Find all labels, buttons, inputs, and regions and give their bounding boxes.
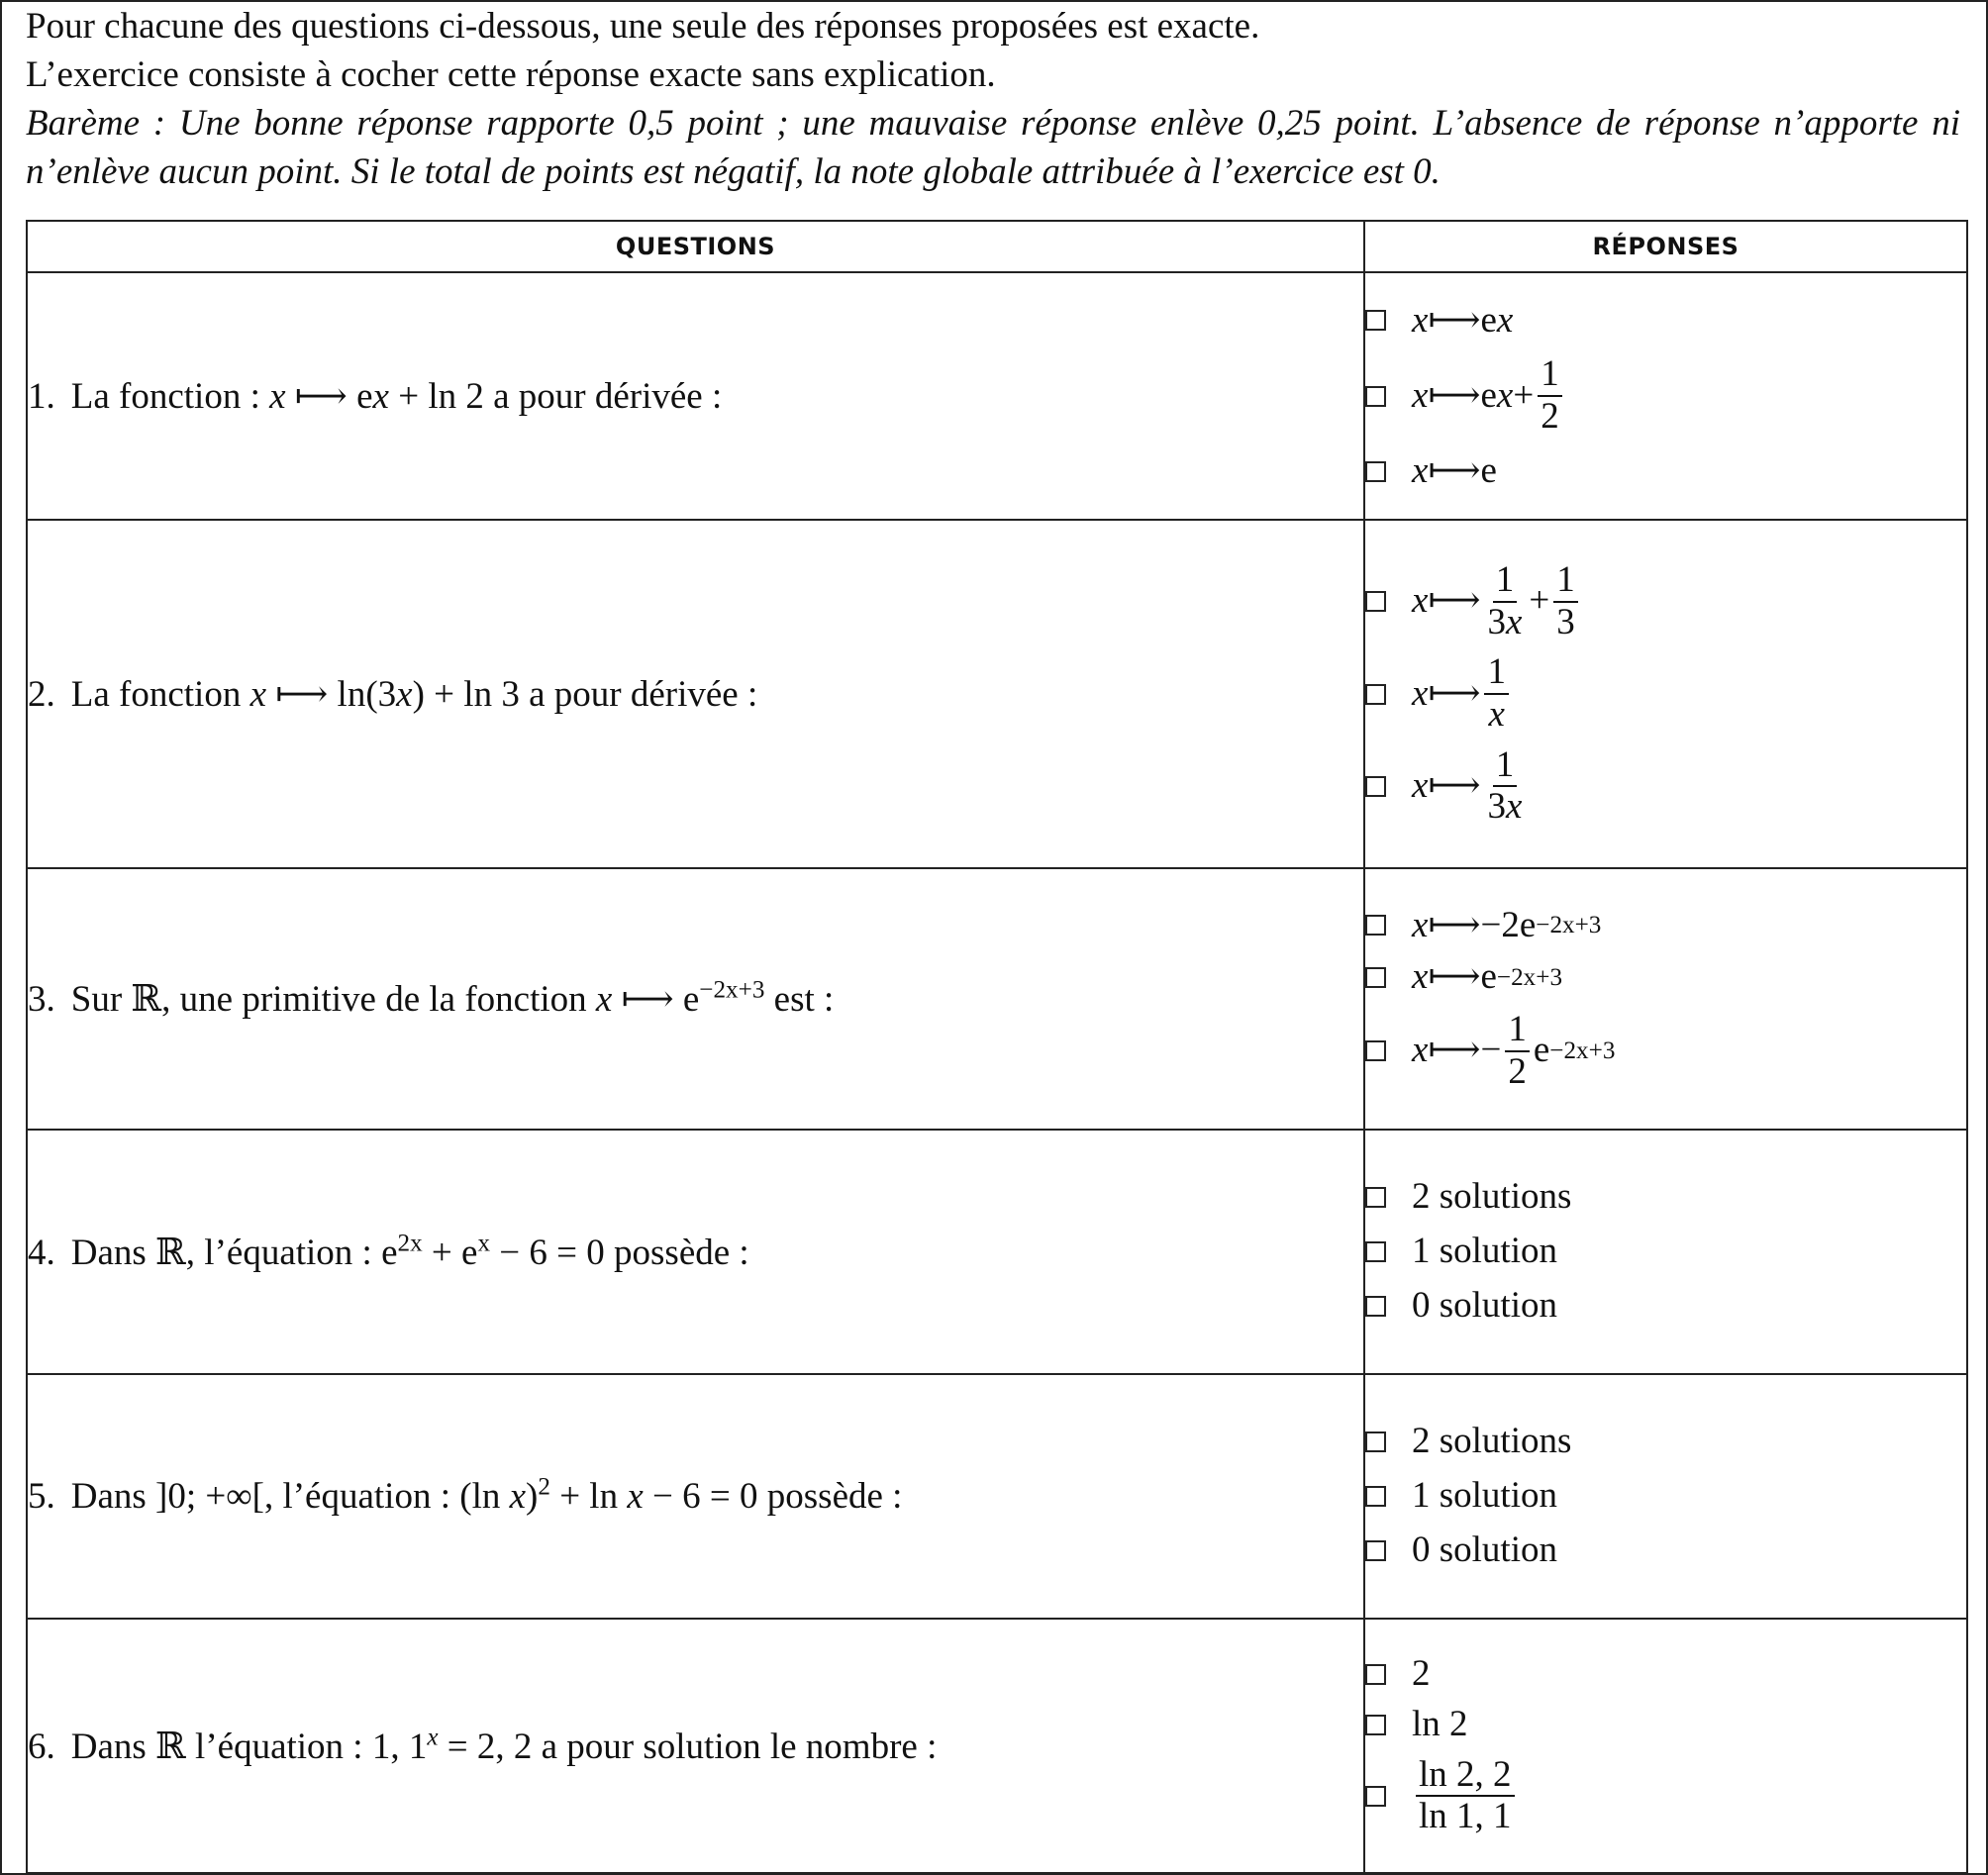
question-row-5 — [27, 1374, 1967, 1619]
question-6 — [27, 1619, 1364, 1873]
fraction: $\frac{1}{3x}$ — [1487, 743, 1523, 828]
question-1 — [27, 272, 1364, 520]
checkbox[interactable] — [1365, 1241, 1386, 1262]
answers-6 — [1364, 1619, 1967, 1873]
question-text: Dans ℝ, l’équation : $e^{2x} + e^x - 6 = 0$ possède : — [70, 1230, 749, 1273]
instruction-line-2: L’exercice consiste à cocher cette réponse exacte sans explication. — [26, 54, 996, 95]
question-number: 2. — [28, 674, 55, 715]
answer-option[interactable]: 0 solution — [1365, 1286, 1966, 1327]
answer-option[interactable]: x ⟼ e −2x+3 — [1365, 957, 1966, 998]
answers-2 — [1364, 520, 1967, 868]
question-text: La fonction x ⟼ ln(3x) + ln 3 a pour dérivée : — [70, 674, 758, 715]
checkbox[interactable] — [1365, 310, 1386, 331]
answer-option[interactable]: 1 solution — [1365, 1476, 1966, 1517]
checkbox[interactable] — [1365, 386, 1386, 407]
checkbox[interactable] — [1365, 1786, 1386, 1807]
answers-4 — [1364, 1130, 1967, 1374]
scoring-rules: Barème : Une bonne réponse rapporte 0,5 point ; une mauvaise réponse enlève 0,25 point. L’absence de réponse n’apporte ni n’enlève aucun point. Si le total de points est négatif, la note globale attribuée à l’exercice est 0. — [26, 103, 1960, 192]
question-number: 4. — [28, 1232, 55, 1273]
answer-option[interactable]: x ⟼ $\frac{1}{x}$ — [1365, 652, 1966, 735]
question-5 — [27, 1374, 1364, 1619]
checkbox[interactable] — [1365, 1040, 1386, 1061]
checkbox[interactable] — [1365, 967, 1386, 988]
answer-option[interactable]: x ⟼ − $\frac{1}{2}$ e −2x+3 — [1365, 1010, 1966, 1092]
instructions — [26, 2, 1960, 196]
checkbox[interactable] — [1365, 1296, 1386, 1317]
fraction: $\frac{1}{2}$ — [1505, 1010, 1530, 1092]
checkbox[interactable] — [1365, 461, 1386, 482]
question-number: 5. — [28, 1476, 55, 1517]
question-row-2 — [27, 520, 1967, 868]
answer-option[interactable]: x ⟼ −2e −2x+3 — [1365, 906, 1966, 946]
checkbox[interactable] — [1365, 1664, 1386, 1685]
checkbox[interactable] — [1365, 684, 1386, 705]
qcm-table — [26, 220, 1968, 1874]
checkbox[interactable] — [1365, 915, 1386, 936]
checkbox[interactable] — [1365, 1431, 1386, 1452]
question-number: 1. — [28, 376, 55, 417]
answer-option[interactable]: 1 solution — [1365, 1232, 1966, 1272]
question-number: 6. — [28, 1726, 55, 1767]
checkbox[interactable] — [1365, 776, 1386, 797]
answer-option[interactable]: x ⟼ $\frac{1}{3x}$ — [1365, 745, 1966, 828]
question-text: Dans ℝ l’équation : 1, $1^x = 2$, 2 a pour solution le nombre : — [70, 1724, 938, 1767]
answers-1 — [1364, 272, 1967, 520]
answer-option[interactable]: x ⟼ e — [1365, 451, 1966, 492]
question-3 — [27, 868, 1364, 1130]
question-4 — [27, 1130, 1364, 1374]
answer-option[interactable]: ln 2 — [1365, 1705, 1966, 1745]
answers-5 — [1364, 1374, 1967, 1619]
answer-option[interactable]: x ⟼ $\frac{1}{3x}$ + $\frac{1}{3}$ — [1365, 560, 1966, 642]
answer-option[interactable]: x ⟼ e x — [1365, 301, 1966, 342]
question-row-3 — [27, 868, 1967, 1130]
checkbox[interactable] — [1365, 1486, 1386, 1507]
header-questions: QUESTIONS — [27, 221, 1364, 272]
answer-option[interactable]: 2 — [1365, 1654, 1966, 1695]
answer-option[interactable]: 2 solutions — [1365, 1177, 1966, 1218]
fraction: $\frac{1}{3x}$ — [1487, 558, 1523, 642]
answer-option[interactable]: x ⟼ e x + $\frac{1}{2}$ — [1365, 354, 1966, 437]
question-text: Sur ℝ, une primitive de la fonction x ⟼ $e^{-2x+3}$ est : — [70, 976, 835, 1020]
answers-3 — [1364, 868, 1967, 1130]
checkbox[interactable] — [1365, 1187, 1386, 1208]
fraction: $\frac{1}{x}$ — [1484, 652, 1509, 735]
question-row-1 — [27, 272, 1967, 520]
answer-option[interactable]: 2 solutions — [1365, 1422, 1966, 1462]
question-2 — [27, 520, 1364, 868]
question-row-6 — [27, 1619, 1967, 1873]
fraction: $\frac{1}{2}$ — [1538, 354, 1562, 437]
fraction: $\frac{1}{3}$ — [1553, 560, 1578, 642]
question-text: Dans ]0; +∞[, l’équation : (ln x)$^2$ + ln x − 6 = 0 possède : — [70, 1473, 903, 1517]
fraction: $\frac{\ln 2, 2}{\ln 1, 1}$ — [1416, 1755, 1515, 1837]
question-number: 3. — [28, 979, 55, 1020]
header-reponses: RÉPONSES — [1364, 221, 1967, 272]
question-text: La fonction : x ⟼ ex + ln 2 a pour dérivée : — [70, 376, 723, 417]
checkbox[interactable] — [1365, 1540, 1386, 1561]
instruction-line-1: Pour chacune des questions ci-dessous, une seule des réponses proposées est exacte. — [26, 6, 1260, 47]
answer-option[interactable]: 0 solution — [1365, 1530, 1966, 1571]
checkbox[interactable] — [1365, 1715, 1386, 1735]
question-row-4 — [27, 1130, 1967, 1374]
checkbox[interactable] — [1365, 591, 1386, 612]
answer-option[interactable] — [1365, 1755, 1966, 1837]
